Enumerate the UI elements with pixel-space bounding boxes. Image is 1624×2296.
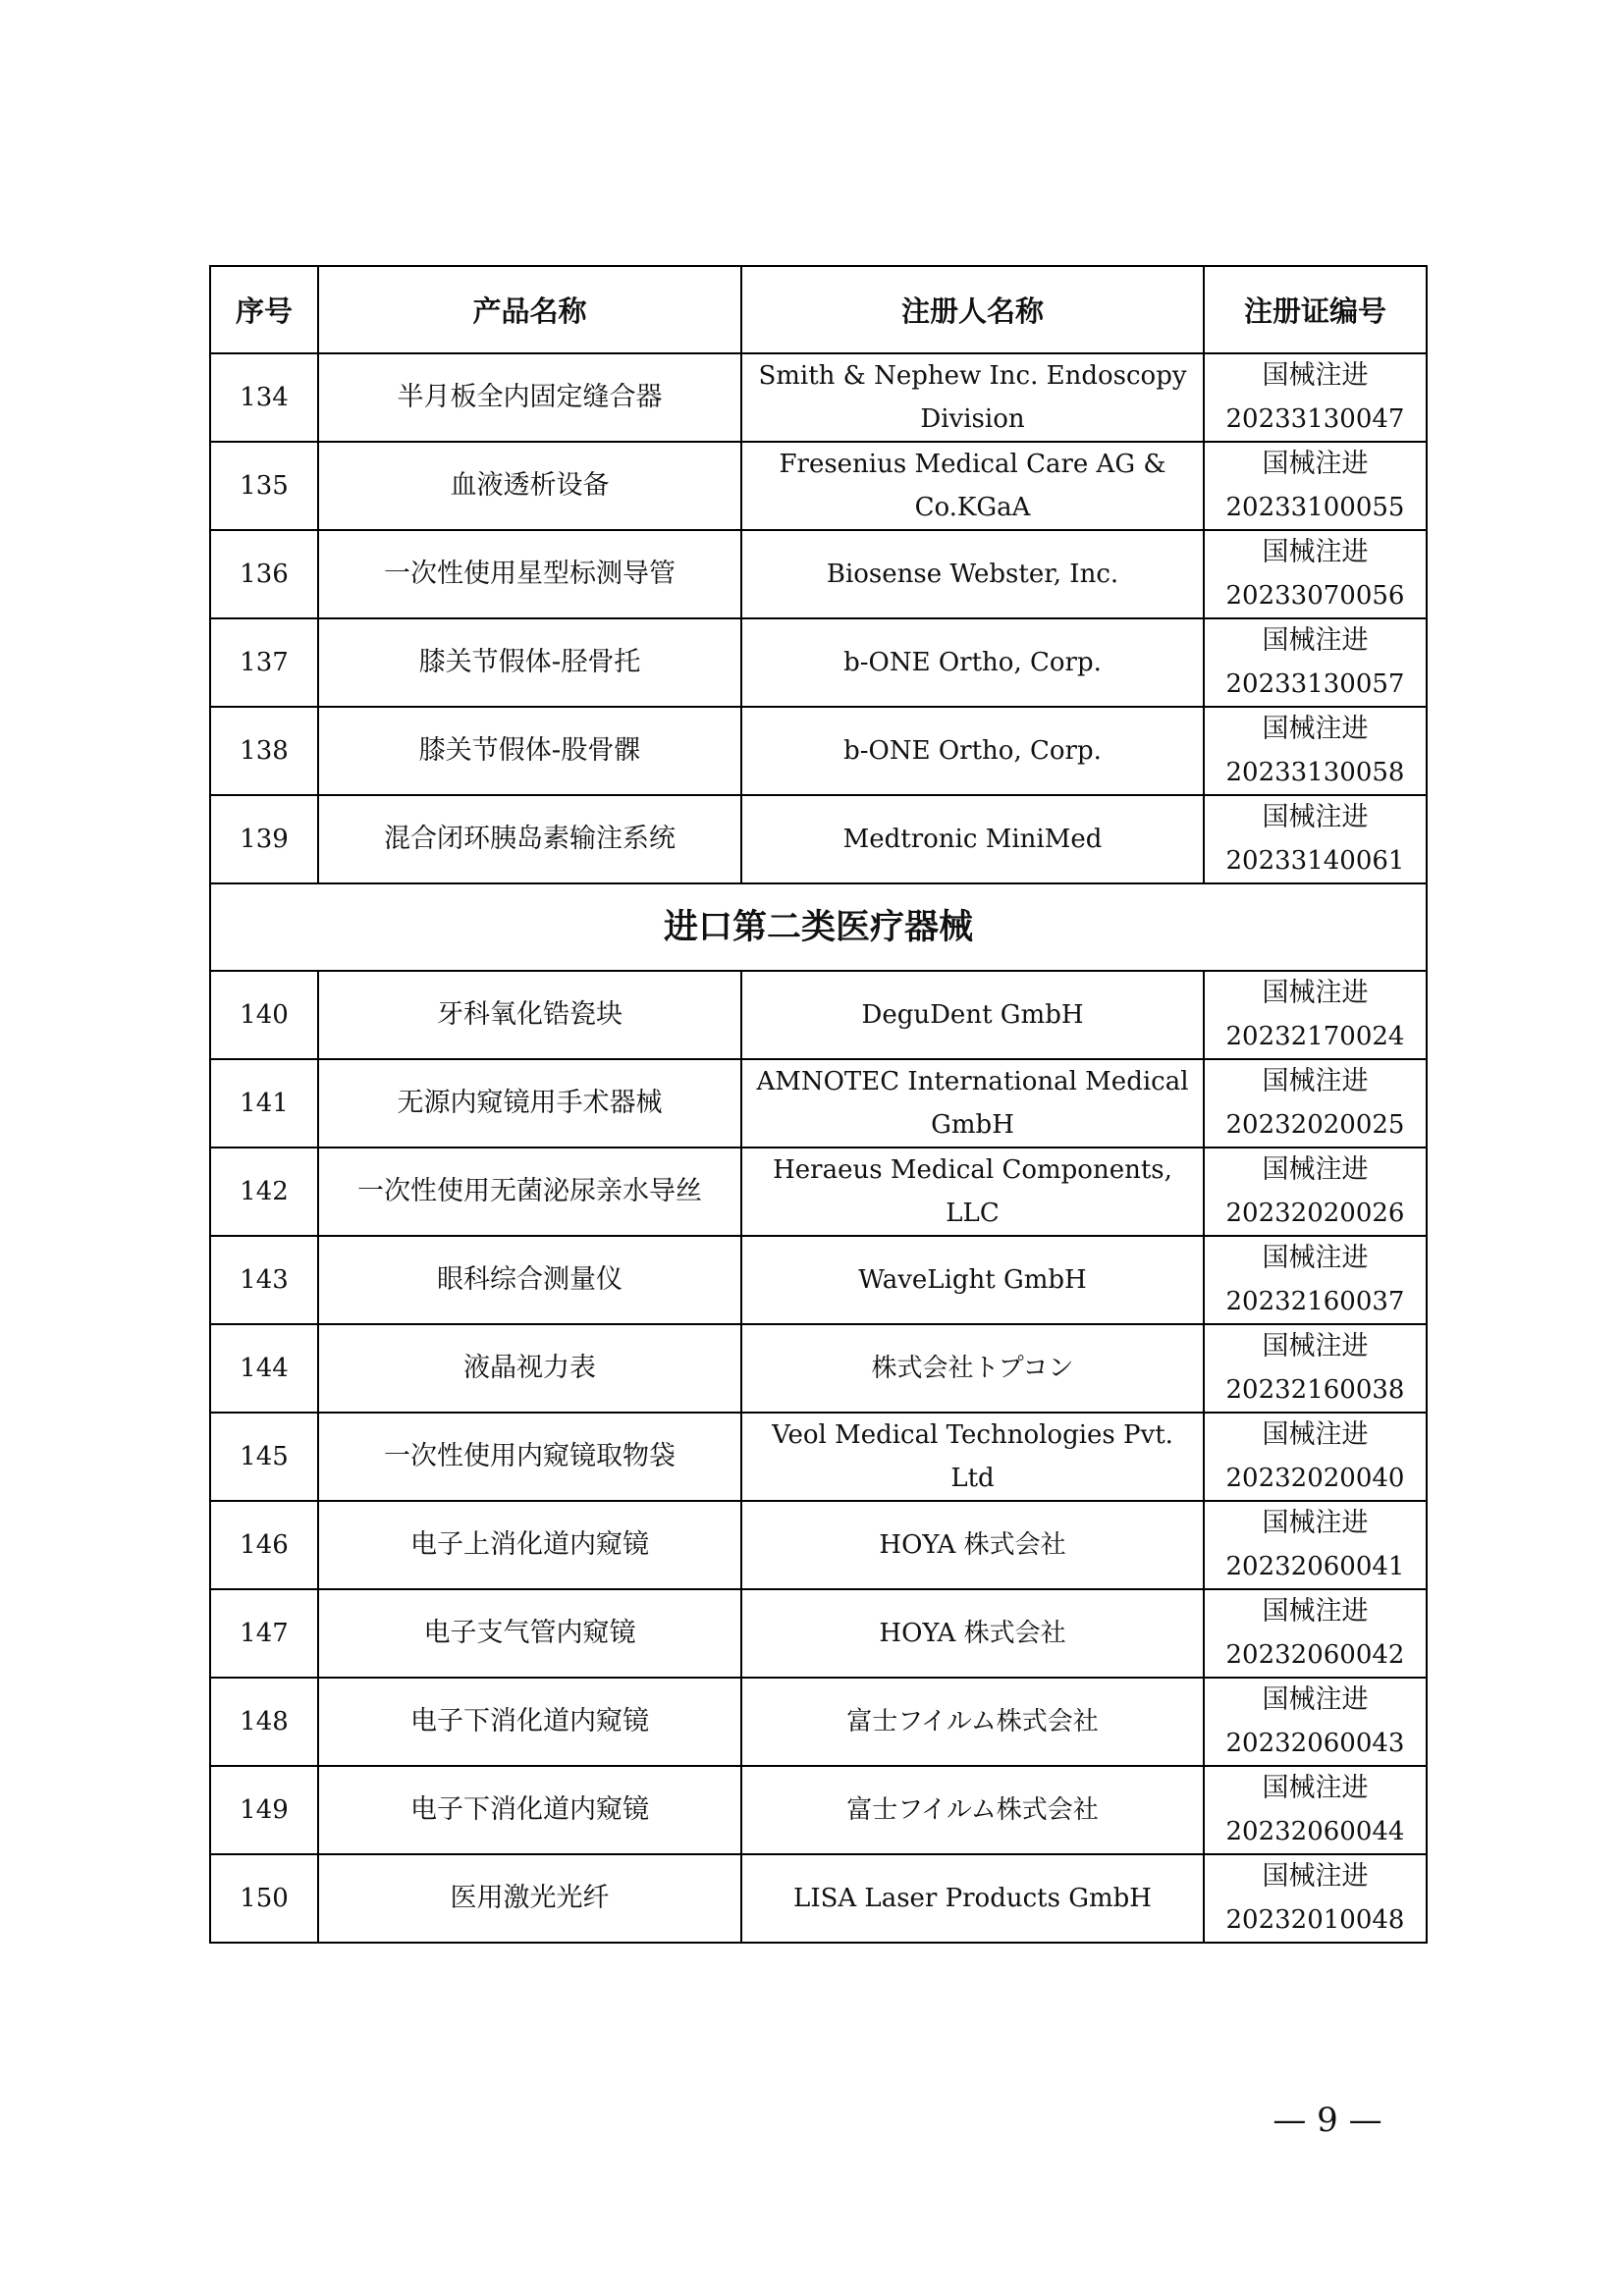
certificate-prefix: 国械注进 bbox=[1262, 1331, 1369, 1362]
certificate-prefix: 国械注进 bbox=[1262, 537, 1369, 567]
certificate-serial: 20233130058 bbox=[1225, 758, 1405, 787]
cell-certificate-number bbox=[1204, 1148, 1427, 1236]
cell-serial-number: 137 bbox=[210, 618, 318, 707]
cell-product-name: 一次性使用无菌泌尿亲水导丝 bbox=[318, 1148, 741, 1236]
section-title: 进口第二类医疗器械 bbox=[210, 883, 1427, 971]
certificate-prefix: 国械注进 bbox=[1262, 802, 1369, 832]
header-product-name: 产品名称 bbox=[318, 266, 741, 353]
cell-registrant-name: AMNOTEC International Medical GmbH bbox=[741, 1059, 1204, 1148]
certificate-serial: 20232060043 bbox=[1225, 1729, 1405, 1758]
cell-registrant-name: HOYA 株式会社 bbox=[741, 1589, 1204, 1678]
cell-certificate-number bbox=[1204, 1501, 1427, 1589]
table-row bbox=[210, 1236, 1427, 1324]
table-row bbox=[210, 353, 1427, 442]
cell-product-name: 电子上消化道内窥镜 bbox=[318, 1501, 741, 1589]
table-row bbox=[210, 1148, 1427, 1236]
table-row bbox=[210, 1678, 1427, 1766]
cell-certificate-number bbox=[1204, 1589, 1427, 1678]
cell-product-name: 电子下消化道内窥镜 bbox=[318, 1678, 741, 1766]
certificate-prefix: 国械注进 bbox=[1262, 1684, 1369, 1715]
cell-serial-number: 135 bbox=[210, 442, 318, 530]
certificate-serial: 20232170024 bbox=[1225, 1022, 1405, 1051]
table-row bbox=[210, 1324, 1427, 1413]
cell-product-name: 血液透析设备 bbox=[318, 442, 741, 530]
table-body bbox=[210, 353, 1427, 1943]
certificate-prefix: 国械注进 bbox=[1262, 1861, 1369, 1892]
cell-certificate-number bbox=[1204, 618, 1427, 707]
table-row bbox=[210, 1059, 1427, 1148]
certificate-prefix: 国械注进 bbox=[1262, 1243, 1369, 1273]
certificate-serial: 20232020026 bbox=[1225, 1199, 1405, 1228]
cell-serial-number: 139 bbox=[210, 795, 318, 883]
cell-serial-number: 140 bbox=[210, 971, 318, 1059]
cell-serial-number: 150 bbox=[210, 1854, 318, 1943]
cell-serial-number: 143 bbox=[210, 1236, 318, 1324]
cell-product-name: 一次性使用星型标测导管 bbox=[318, 530, 741, 618]
certificate-serial: 20233130057 bbox=[1225, 669, 1405, 699]
certificate-prefix: 国械注进 bbox=[1262, 449, 1369, 479]
certificate-prefix: 国械注进 bbox=[1262, 1419, 1369, 1450]
cell-registrant-name: HOYA 株式会社 bbox=[741, 1501, 1204, 1589]
cell-product-name: 混合闭环胰岛素输注系统 bbox=[318, 795, 741, 883]
certificate-prefix: 国械注进 bbox=[1262, 1508, 1369, 1538]
table-row bbox=[210, 1766, 1427, 1854]
table-row bbox=[210, 707, 1427, 795]
section-row bbox=[210, 883, 1427, 971]
table-row bbox=[210, 1854, 1427, 1943]
cell-product-name: 液晶视力表 bbox=[318, 1324, 741, 1413]
cell-serial-number: 148 bbox=[210, 1678, 318, 1766]
cell-product-name: 牙科氧化锆瓷块 bbox=[318, 971, 741, 1059]
certificate-serial: 20232160037 bbox=[1225, 1287, 1405, 1316]
certificate-prefix: 国械注进 bbox=[1262, 978, 1369, 1008]
cell-registrant-name: Biosense Webster, Inc. bbox=[741, 530, 1204, 618]
certificate-serial: 20232020025 bbox=[1225, 1110, 1405, 1140]
header-certificate-number: 注册证编号 bbox=[1204, 266, 1427, 353]
cell-certificate-number bbox=[1204, 1324, 1427, 1413]
cell-registrant-name: WaveLight GmbH bbox=[741, 1236, 1204, 1324]
cell-serial-number: 146 bbox=[210, 1501, 318, 1589]
table-row bbox=[210, 442, 1427, 530]
cell-product-name: 无源内窥镜用手术器械 bbox=[318, 1059, 741, 1148]
cell-product-name: 电子下消化道内窥镜 bbox=[318, 1766, 741, 1854]
certificate-prefix: 国械注进 bbox=[1262, 625, 1369, 656]
certificate-serial: 20233130047 bbox=[1225, 404, 1405, 434]
cell-certificate-number bbox=[1204, 1678, 1427, 1766]
cell-product-name: 一次性使用内窥镜取物袋 bbox=[318, 1413, 741, 1501]
certificate-prefix: 国械注进 bbox=[1262, 1773, 1369, 1803]
certificate-serial: 20232160038 bbox=[1225, 1375, 1405, 1405]
cell-certificate-number bbox=[1204, 795, 1427, 883]
cell-serial-number: 149 bbox=[210, 1766, 318, 1854]
table-row bbox=[210, 530, 1427, 618]
cell-serial-number: 141 bbox=[210, 1059, 318, 1148]
table-row bbox=[210, 1501, 1427, 1589]
certificate-prefix: 国械注进 bbox=[1262, 1596, 1369, 1627]
page-number: — 9 — bbox=[1272, 2101, 1382, 2140]
cell-certificate-number bbox=[1204, 1854, 1427, 1943]
certificate-serial: 20232060042 bbox=[1225, 1640, 1405, 1670]
header-serial-number: 序号 bbox=[210, 266, 318, 353]
certificate-prefix: 国械注进 bbox=[1262, 360, 1369, 391]
certificate-serial: 20233070056 bbox=[1225, 581, 1405, 611]
cell-registrant-name: 株式会社トプコン bbox=[741, 1324, 1204, 1413]
cell-registrant-name: Medtronic MiniMed bbox=[741, 795, 1204, 883]
certificate-serial: 20233100055 bbox=[1225, 493, 1405, 522]
table-row bbox=[210, 1589, 1427, 1678]
cell-certificate-number bbox=[1204, 707, 1427, 795]
cell-product-name: 半月板全内固定缝合器 bbox=[318, 353, 741, 442]
cell-certificate-number bbox=[1204, 1413, 1427, 1501]
cell-serial-number: 134 bbox=[210, 353, 318, 442]
cell-registrant-name: DeguDent GmbH bbox=[741, 971, 1204, 1059]
cell-product-name: 膝关节假体-股骨髁 bbox=[318, 707, 741, 795]
cell-registrant-name: Heraeus Medical Components, LLC bbox=[741, 1148, 1204, 1236]
header-registrant-name: 注册人名称 bbox=[741, 266, 1204, 353]
certificate-serial: 20232060044 bbox=[1225, 1817, 1405, 1846]
cell-serial-number: 136 bbox=[210, 530, 318, 618]
cell-product-name: 医用激光光纤 bbox=[318, 1854, 741, 1943]
cell-serial-number: 138 bbox=[210, 707, 318, 795]
cell-registrant-name: b-ONE Ortho, Corp. bbox=[741, 618, 1204, 707]
cell-serial-number: 147 bbox=[210, 1589, 318, 1678]
certificate-serial: 20232020040 bbox=[1225, 1464, 1405, 1493]
table-row bbox=[210, 618, 1427, 707]
cell-registrant-name: Smith & Nephew Inc. Endoscopy Division bbox=[741, 353, 1204, 442]
table-row bbox=[210, 971, 1427, 1059]
certificate-serial: 20232060041 bbox=[1225, 1552, 1405, 1581]
registration-table bbox=[209, 265, 1428, 1944]
cell-product-name: 膝关节假体-胫骨托 bbox=[318, 618, 741, 707]
cell-registrant-name: Fresenius Medical Care AG & Co.KGaA bbox=[741, 442, 1204, 530]
cell-product-name: 电子支气管内窥镜 bbox=[318, 1589, 741, 1678]
table-header-row bbox=[210, 266, 1427, 353]
cell-registrant-name: 富士フイルム株式会社 bbox=[741, 1766, 1204, 1854]
table-row bbox=[210, 1413, 1427, 1501]
cell-certificate-number bbox=[1204, 1766, 1427, 1854]
cell-serial-number: 145 bbox=[210, 1413, 318, 1501]
cell-registrant-name: LISA Laser Products GmbH bbox=[741, 1854, 1204, 1943]
certificate-serial: 20232010048 bbox=[1225, 1905, 1405, 1935]
cell-registrant-name: 富士フイルム株式会社 bbox=[741, 1678, 1204, 1766]
cell-certificate-number bbox=[1204, 1059, 1427, 1148]
certificate-serial: 20233140061 bbox=[1225, 846, 1405, 876]
certificate-prefix: 国械注进 bbox=[1262, 1154, 1369, 1185]
cell-registrant-name: Veol Medical Technologies Pvt. Ltd bbox=[741, 1413, 1204, 1501]
cell-certificate-number bbox=[1204, 442, 1427, 530]
cell-certificate-number bbox=[1204, 971, 1427, 1059]
cell-serial-number: 142 bbox=[210, 1148, 318, 1236]
certificate-prefix: 国械注进 bbox=[1262, 1066, 1369, 1096]
cell-product-name: 眼科综合测量仪 bbox=[318, 1236, 741, 1324]
cell-registrant-name: b-ONE Ortho, Corp. bbox=[741, 707, 1204, 795]
cell-serial-number: 144 bbox=[210, 1324, 318, 1413]
cell-certificate-number bbox=[1204, 1236, 1427, 1324]
cell-certificate-number bbox=[1204, 530, 1427, 618]
cell-certificate-number bbox=[1204, 353, 1427, 442]
certificate-prefix: 国械注进 bbox=[1262, 714, 1369, 744]
table-row bbox=[210, 795, 1427, 883]
